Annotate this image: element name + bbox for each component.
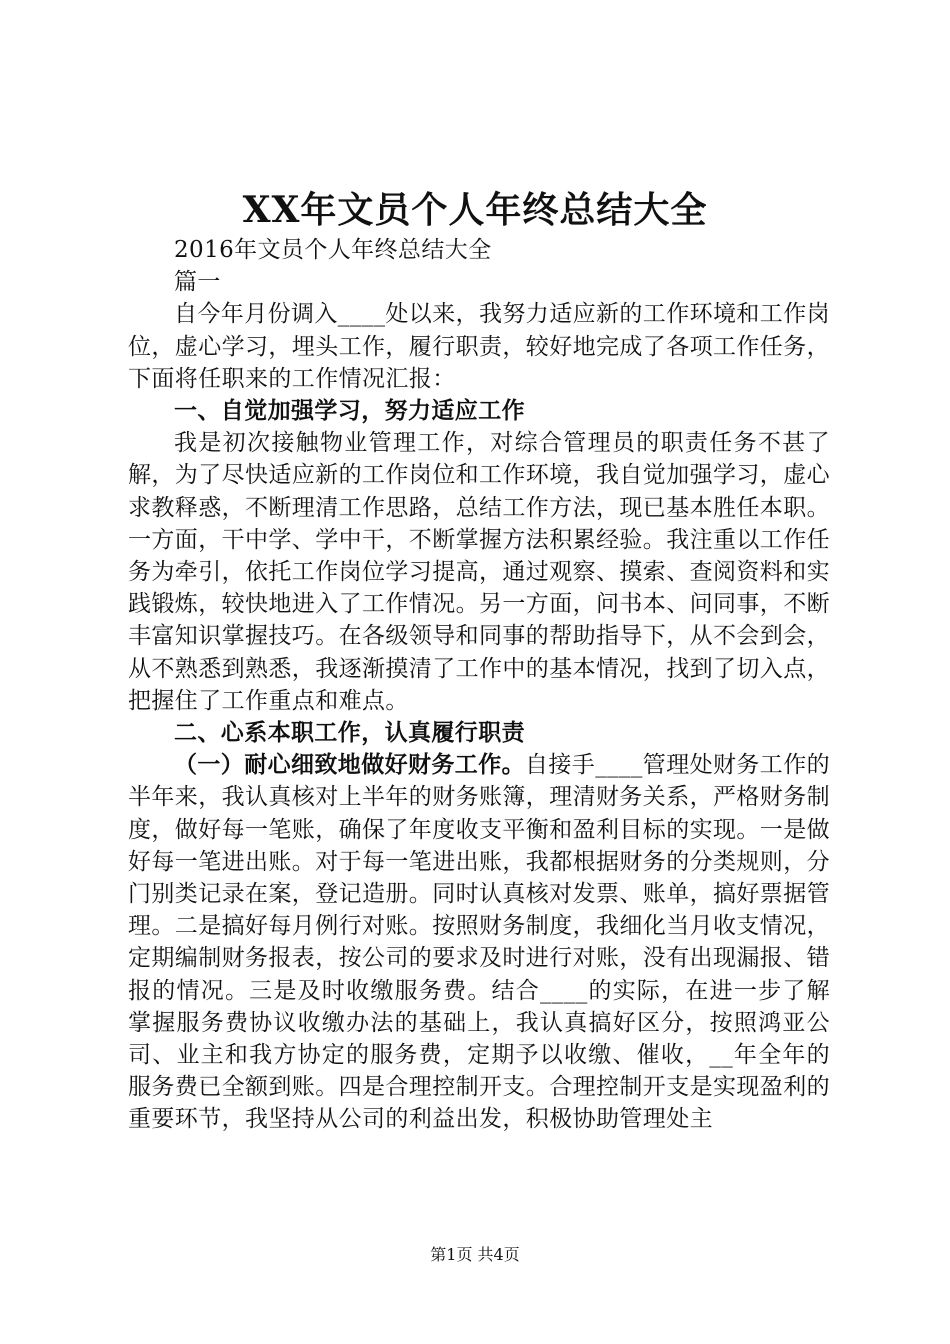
document-subtitle: 2016年文员个人年终总结大全 <box>174 237 492 263</box>
intro-paragraph: 自今年月份调入____处以来，我努力适应新的工作环境和工作岗位，虚心学习，埋头工作，履行职责，较好地完成了各项工作任务，下面将任职来的工作情况汇报： <box>128 301 830 392</box>
page-indicator: 第1页 共4页 <box>430 1245 520 1264</box>
subsection-1-text: 自接手____管理处财务工作的半年来，我认真核对上半年的财务账簿，理清财务关系，严格财务制度，做好每一笔账，确保了年度收支平衡和盈利目标的实现。一是做好每一笔进出账。对于每一笔进出账，我都根据财务的分类规则，分门别类记录在案，登记造册。同时认真核对发票、账单，搞好票据管理。二是搞好每月例行对账。按照财务制度，我细化当月收支情况，定期编制财务报表，按公司的要求及时进行对账，没有出现漏报、错报的情况。三是及时收缴服务费。结合____的实际，在进一步了解掌握服务费协议收缴办法的基础上，我认真搞好区分，按照鸿亚公司、业主和我方协定的服务费，定期予以收缴、催收，__年全年的服务费已全额到账。四是合理控制开支。合理控制开支是实现盈利的重要环节，我坚持从公司的利益出发，积极协助管理处主 <box>128 752 830 1133</box>
document-title: XX年文员个人年终总结大全 <box>242 189 708 231</box>
section-1-paragraph: 我是初次接触物业管理工作，对综合管理员的职责任务不甚了解，为了尽快适应新的工作岗位和工作环境，我自觉加强学习，虚心求教释惑，不断理清工作思路，总结工作方法，现已基本胜任本职。一方面，干中学、学中干，不断掌握方法积累经验。我注重以工作任务为牵引，依托工作岗位学习提高，通过观察、摸索、查阅资料和实践锻炼，较快地进入了工作情况。另一方面，问书本、问同事，不断丰富知识掌握技巧。在各级领导和同事的帮助指导下，从不会到会，从不熟悉到熟悉，我逐渐摸清了工作中的基本情况，找到了切入点，把握住了工作重点和难点。 <box>128 430 830 714</box>
subsection-1-lead: （一）耐心细致地做好财务工作。 <box>174 752 525 779</box>
document-body <box>128 234 830 1136</box>
section-2-heading: 二、心系本职工作，认真履行职责 <box>174 720 525 747</box>
part-label: 篇一 <box>174 269 221 296</box>
section-2-subsection-paragraph <box>128 749 830 1135</box>
section-1-heading: 一、自觉加强学习，努力适应工作 <box>174 398 525 425</box>
